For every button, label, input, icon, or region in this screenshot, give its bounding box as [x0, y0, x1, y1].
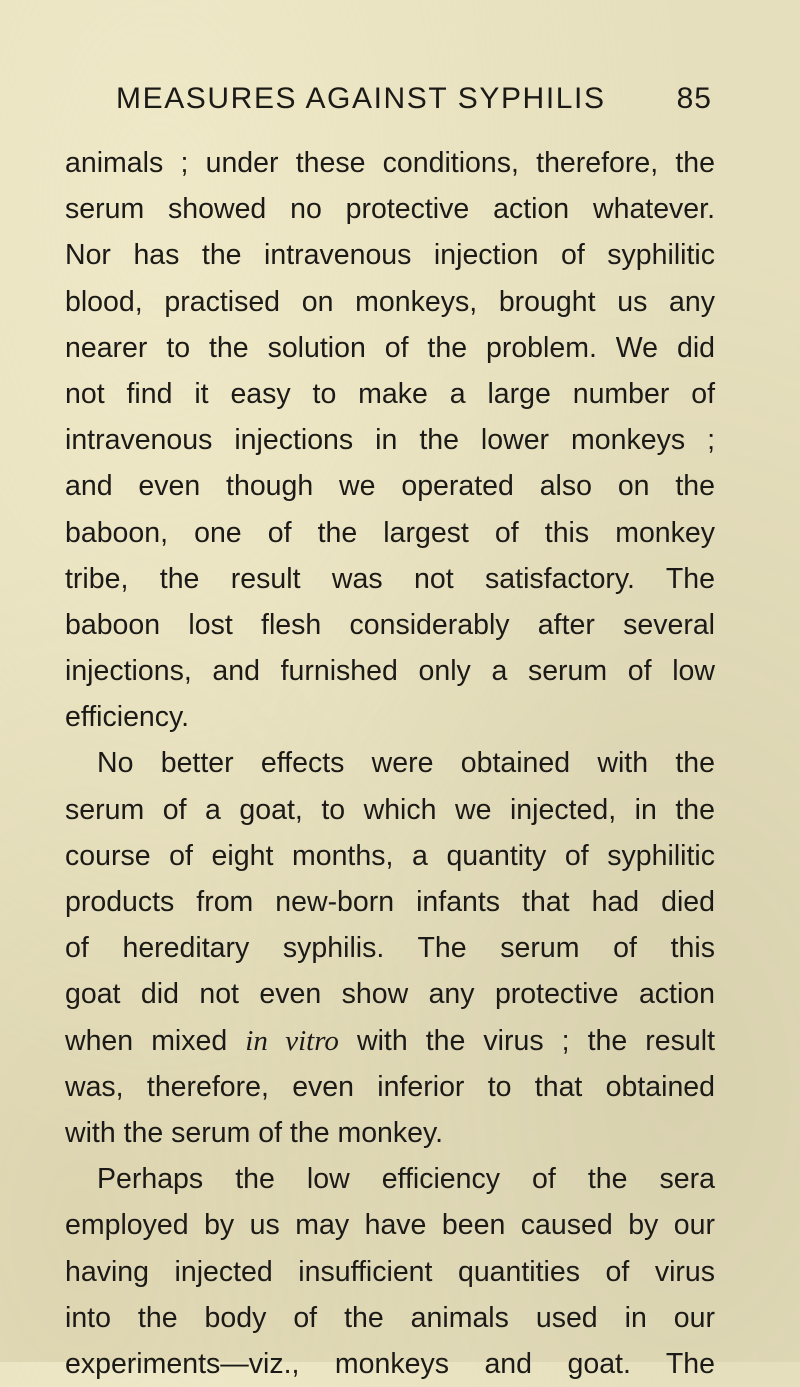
text-segment: with the virus ; the result	[338, 1024, 715, 1057]
text-line: baboon, one of the largest of this monkey	[65, 516, 715, 549]
text-line: baboon lost flesh considerably after several	[65, 608, 715, 641]
body-text	[65, 140, 715, 1387]
text-line: Perhaps the low efficiency of the sera	[97, 1163, 715, 1196]
text-line: injections, and furnished only a serum of low	[65, 655, 715, 688]
text-line: blood, practised on monkeys, brought us any	[65, 285, 715, 318]
text-line: serum of a goat, to which we injected, in the	[65, 793, 715, 826]
text-line: was, therefore, even inferior to that obtained	[65, 1070, 715, 1103]
text-line: products from new-born infants that had died	[65, 886, 715, 918]
text-line: employed by us may have been caused by our	[65, 1209, 715, 1242]
text-line: goat did not even show any protective action	[65, 978, 715, 1011]
running-title: MEASURES AGAINST SYPHILIS	[116, 82, 606, 115]
text-line: with the serum of the monkey.	[65, 1116, 444, 1149]
text-line: and even though we operated also on the	[65, 470, 715, 503]
text-line: course of eight months, a quantity of syphilitic	[65, 839, 715, 872]
italic-phrase: in vitro	[245, 1024, 339, 1057]
text-line: having injected insufficient quantities of virus	[65, 1255, 715, 1288]
text-line: intravenous injections in the lower monkeys ;	[65, 424, 715, 457]
text-line: serum showed no protective action whatever.	[65, 193, 715, 226]
text-line: experiments—viz., monkeys and goat. The	[65, 1347, 715, 1380]
text-line: of hereditary syphilis. The serum of this	[65, 932, 715, 965]
text-line	[65, 1018, 715, 1064]
text-line: tribe, the result was not satisfactory. The	[65, 562, 715, 595]
text-line: animals ; under these conditions, therefore, the	[65, 147, 715, 179]
text-line: not find it easy to make a large number of	[65, 377, 715, 410]
text-line: nearer to the solution of the problem. We did	[65, 331, 715, 364]
page-number: 85	[676, 82, 712, 115]
text-line: into the body of the animals used in our	[65, 1301, 715, 1334]
text-segment: when mixed	[65, 1024, 246, 1057]
text-line: Nor has the intravenous injection of syphilitic	[65, 239, 715, 272]
text-line: efficiency.	[65, 701, 190, 734]
text-line: No better effects were obtained with the	[97, 747, 715, 780]
running-head	[116, 82, 712, 122]
